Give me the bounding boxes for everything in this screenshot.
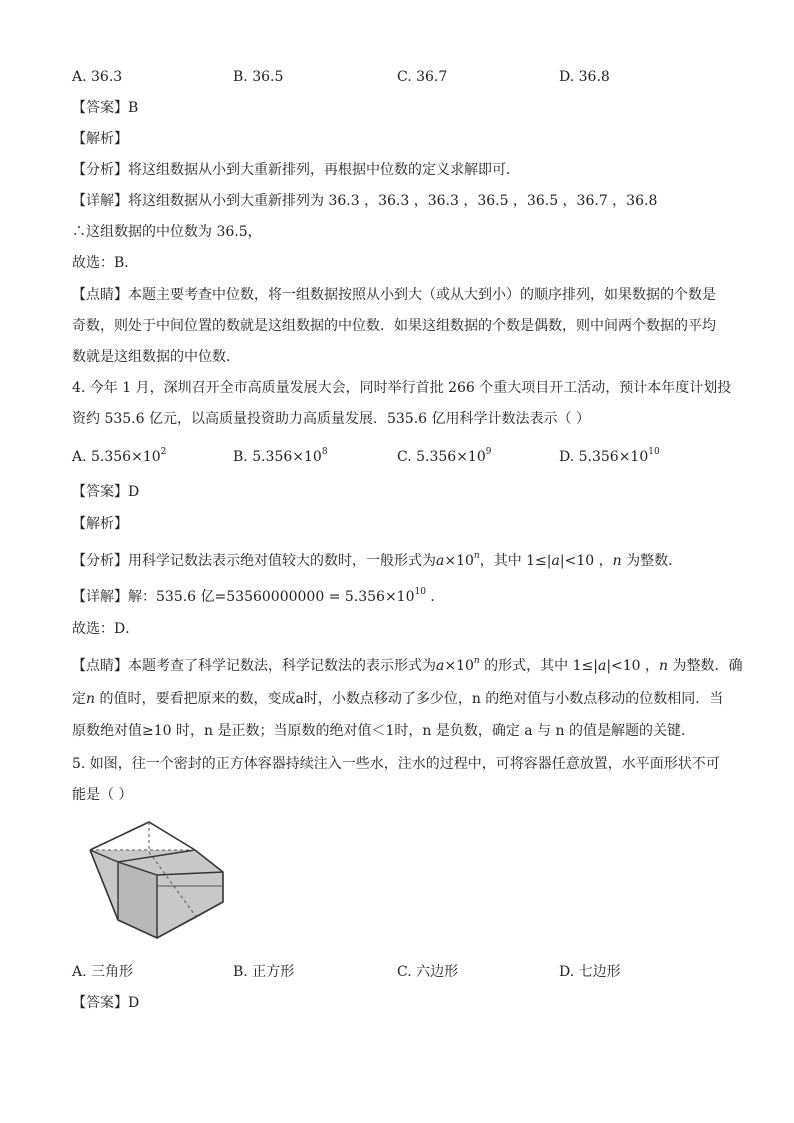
q5-option-c: C. 六边形 [397, 964, 459, 980]
q4-stem-line-2: 资约 535.6 亿元，以高质量投资助力高质量发展．535.6 亿用科学计数法表示（ ） [72, 411, 590, 427]
q3-option-a: A. 36.3 [72, 69, 123, 85]
q4-option-a-base: A. 5.356×10 [72, 449, 161, 465]
q4-option-a [72, 447, 166, 467]
q4-option-c-base: C. 5.356×10 [397, 449, 486, 465]
q4-option-b-base: B. 5.356×10 [233, 449, 322, 465]
q4-xiangjie-pre: 【详解】解：535.6 亿=53560000000 = 5.356×10 [72, 589, 415, 605]
q5-option-a: A. 三角形 [72, 964, 134, 980]
q4-dianjing-line-2 [72, 689, 723, 709]
q5-answer: 【答案】D [72, 995, 140, 1011]
q4-stem-line-1: 4. 今年 1 月，深圳召开全市高质量发展大会，同时举行首批 266 个重大项目开工活动，预计本年度计划投 [72, 380, 732, 396]
q4-dj1-mid: 的形式，其中 1≤| [479, 658, 598, 674]
q4-option-d-base: D. 5.356×10 [559, 449, 649, 465]
q5-option-b: B. 正方形 [233, 964, 295, 980]
q4-fenxi-post: 为整数． [621, 553, 683, 569]
q4-options [72, 447, 732, 467]
q4-dj1-n2: n [659, 658, 669, 674]
q4-option-b [233, 447, 328, 467]
q3-dianjing-line-3: 数就是这组数据的中位数． [72, 349, 240, 365]
q4-dj2-pre: 定 [72, 691, 86, 707]
q4-option-a-exp: 2 [160, 447, 167, 457]
q4-fenxi-a: a [436, 553, 445, 569]
q3-option-b: B. 36.5 [233, 69, 284, 85]
q4-option-c-exp: 9 [485, 447, 492, 457]
q3-answer: 【答案】B [72, 100, 139, 116]
q4-dj1-a: a [436, 658, 445, 674]
q4-dj1-mid2: |<10 ， [606, 658, 660, 674]
q4-fenxi-a2: a [551, 553, 560, 569]
q4-xiangjie [72, 587, 444, 607]
q4-option-d [559, 447, 660, 467]
q4-dj1-n: n [473, 656, 480, 666]
q5-options [72, 962, 732, 982]
q4-dj1-a2: a [597, 658, 607, 674]
q3-fenxi: 【分析】将这组数据从小到大重新排列，再根据中位数的定义求解即可． [72, 162, 520, 178]
q4-dj2-post: 的值时，要看把原来的数，变成a时，小数点移动了多少位，n 的绝对值与小数点移动的位数相同．当 [95, 691, 724, 707]
q3-median: ∴这组数据的中位数为 36.5， [72, 224, 262, 240]
q4-dianjing-line-1 [72, 656, 743, 676]
q4-option-d-exp: 10 [648, 447, 660, 457]
q5-option-d: D. 七边形 [559, 964, 621, 980]
q4-fenxi [72, 551, 682, 571]
q4-xiangjie-post: ． [425, 589, 445, 605]
q3-option-c: C. 36.7 [397, 69, 448, 85]
q4-dj1-pre: 【点睛】本题考查了科学记数法，科学记数法的表示形式为 [72, 658, 436, 674]
q3-dianjing-line-1: 【点睛】本题主要考查中位数，将一组数据按照从小到大（或从大到小）的顺序排列，如果数据的个数是 [72, 287, 716, 303]
q3-options [72, 67, 732, 87]
q4-dianjing-line-3: 原数绝对值≥10 时，n 是正数；当原数的绝对值＜1时，n 是负数，确定 a 与 n 的值是解题的关键． [72, 723, 695, 739]
q4-option-c [397, 447, 491, 467]
q4-choice: 故选：D． [72, 621, 140, 637]
q4-fenxi-mid2: |<10 ， [559, 553, 613, 569]
q4-fenxi-mid: ，其中 1≤| [479, 553, 552, 569]
q4-dj1-times: ×10 [444, 658, 474, 674]
q3-choice: 故选：B． [72, 255, 139, 271]
q3-dianjing-line-2: 奇数，则处于中间位置的数就是这组数据的中位数．如果这组数据的个数是偶数，则中间两个数据的平均 [72, 318, 716, 334]
q4-xiangjie-exp: 10 [414, 587, 426, 597]
q4-fenxi-pre: 【分析】用科学记数法表示绝对值较大的数时，一般形式为 [72, 553, 436, 569]
q3-xiangjie: 【详解】将这组数据从小到大重新排列为 36.3 ，36.3 ，36.3 ，36.5 ，36.5 ，36.7 ，36.8 [72, 193, 658, 209]
q4-fenxi-n: n [473, 551, 480, 561]
cube-figure [85, 820, 245, 945]
q4-option-b-exp: 8 [321, 447, 328, 457]
q4-analysis-heading: 【解析】 [72, 516, 128, 532]
q4-dj1-post: 为整数．确 [668, 658, 743, 674]
q4-dj2-n: n [86, 691, 96, 707]
q4-fenxi-times: ×10 [444, 553, 474, 569]
q3-analysis-heading: 【解析】 [72, 131, 128, 147]
q4-fenxi-n2: n [612, 553, 622, 569]
q3-option-d: D. 36.8 [559, 69, 610, 85]
q5-stem-line-2: 能是（ ） [72, 787, 133, 803]
q4-answer: 【答案】D [72, 484, 140, 500]
q5-stem-line-1: 5. 如图，往一个密封的正方体容器持续注入一些水，注水的过程中，可将容器任意放置，水平面形状不可 [72, 756, 720, 772]
